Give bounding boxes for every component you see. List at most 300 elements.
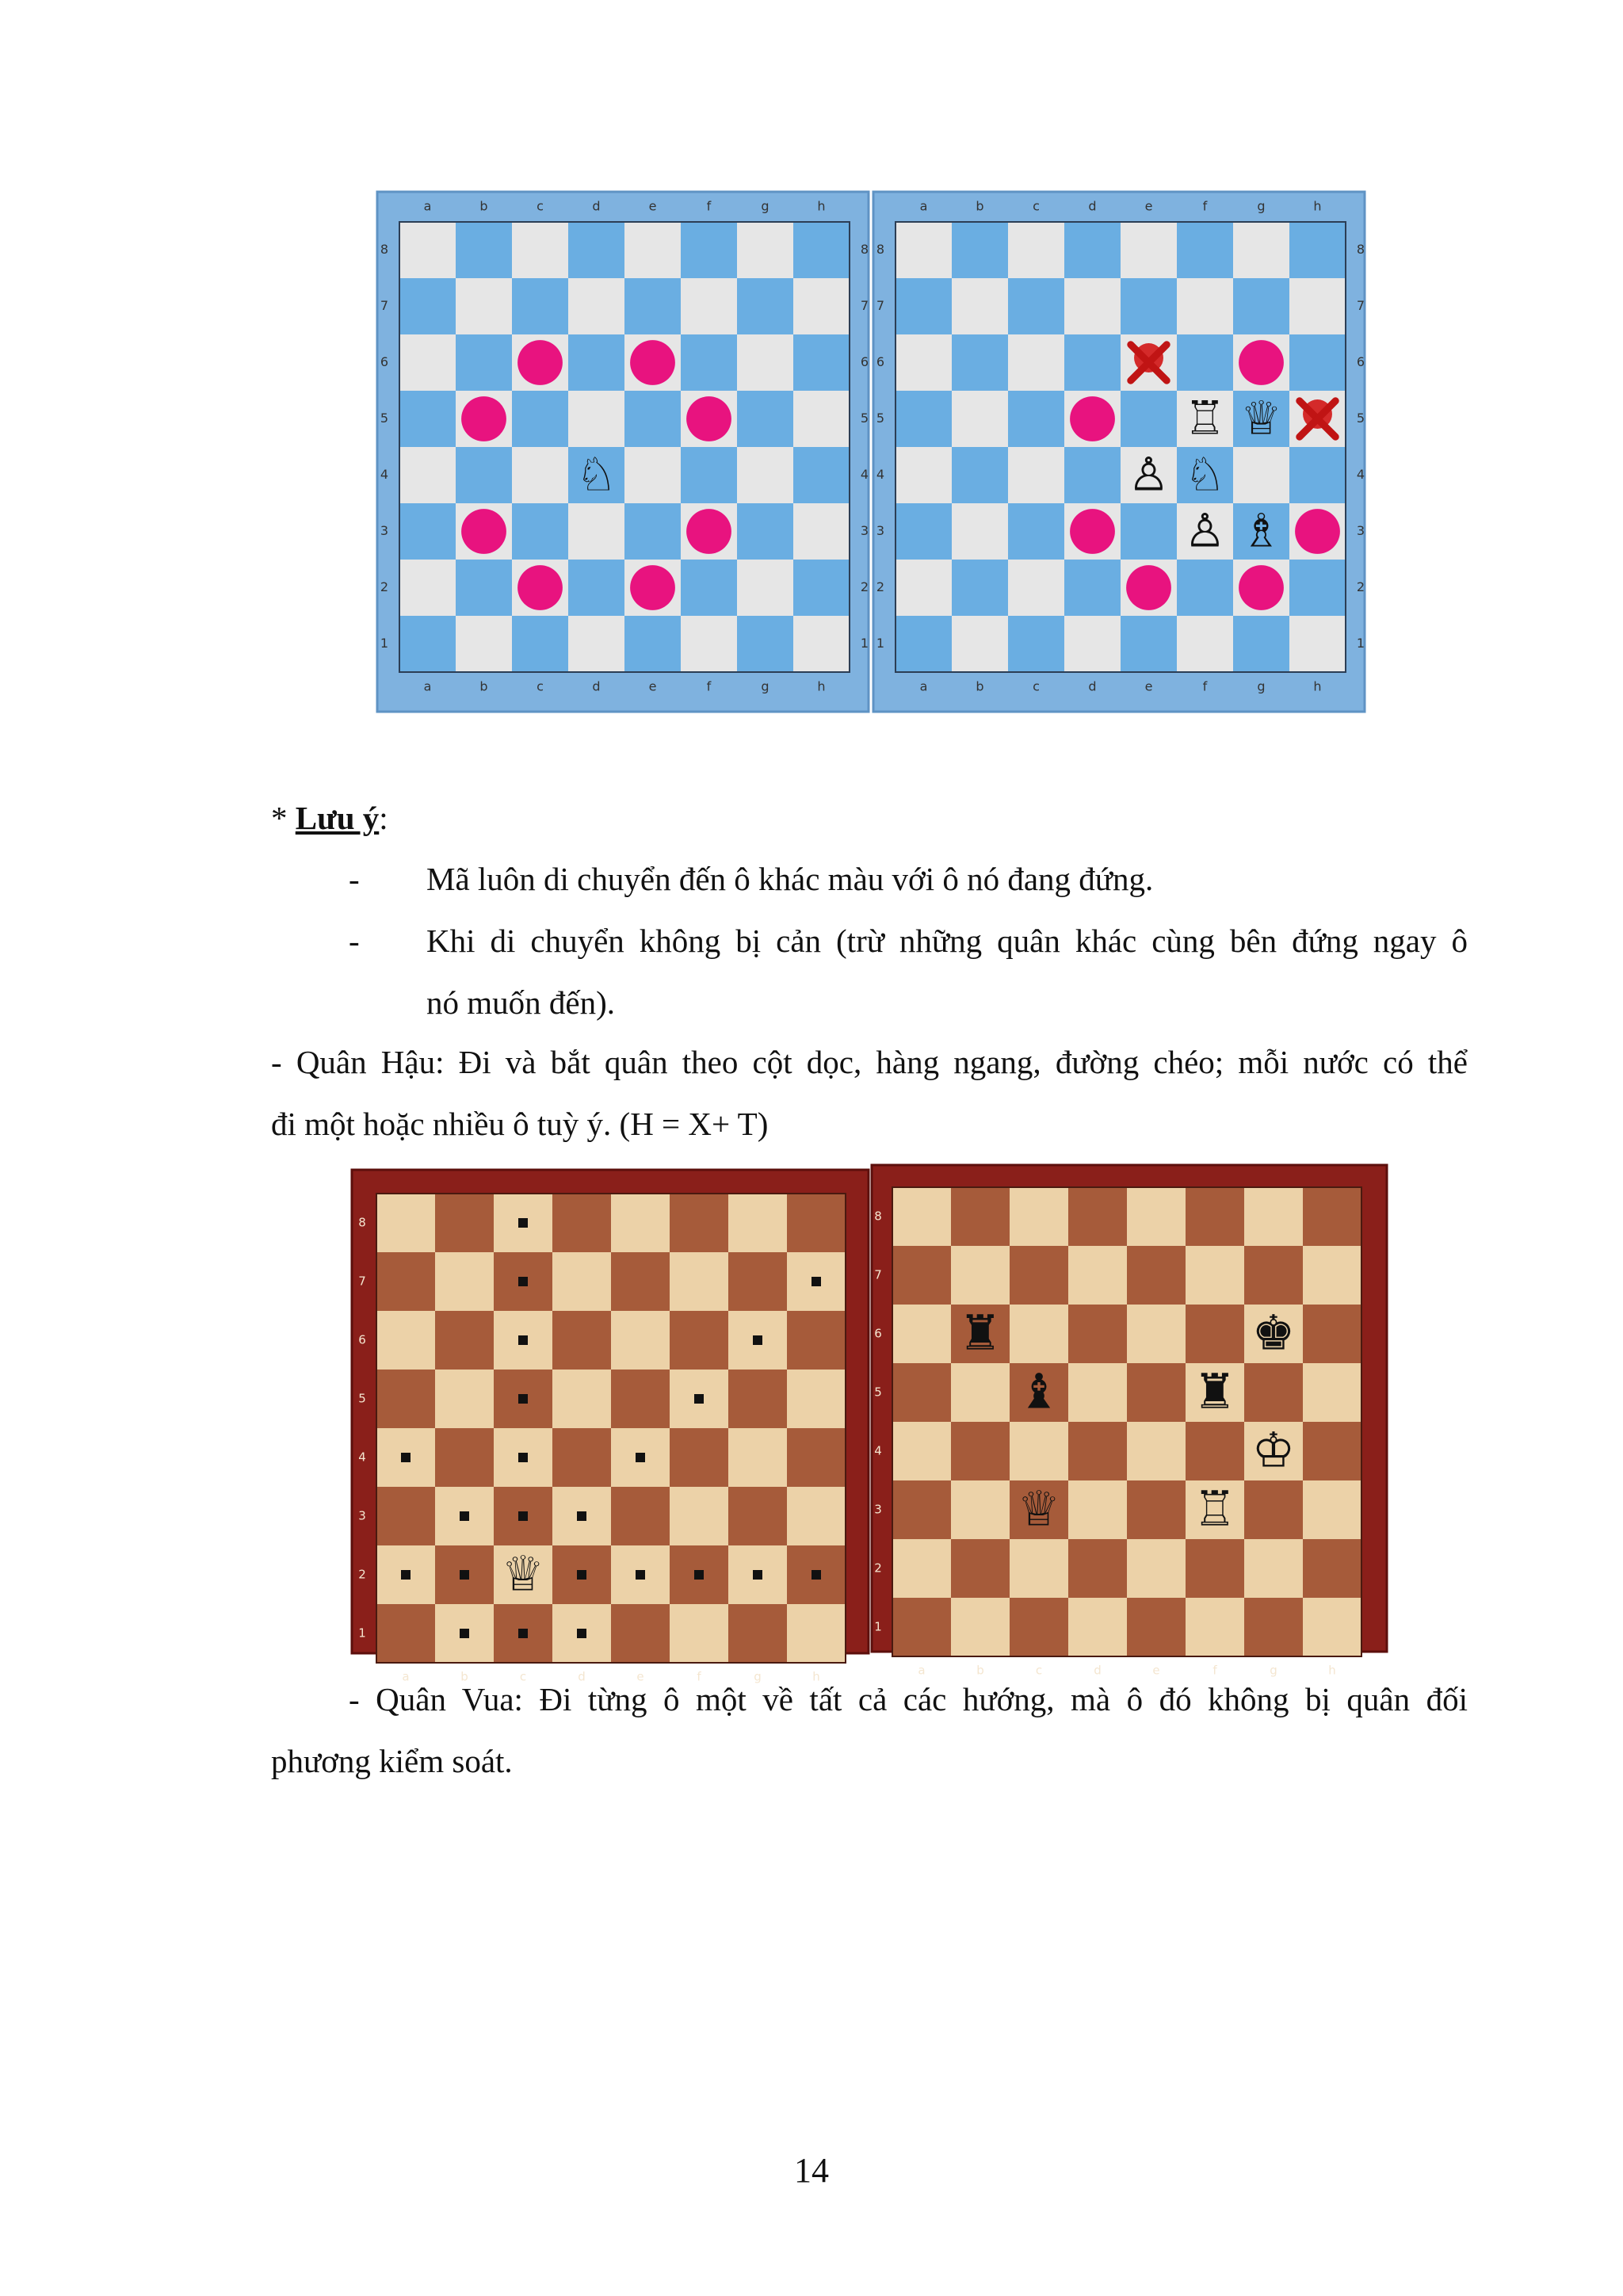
board-square [1068,1363,1127,1422]
board-square [896,447,952,503]
file-label: f [697,1669,701,1684]
black-rook-icon: ♜ [958,1305,1002,1362]
board-square [1177,560,1233,616]
note-prefix: * [271,800,296,836]
board-square [568,222,624,278]
board-square [951,1598,1010,1656]
board-square [793,447,850,503]
board-square [737,334,793,391]
white-pawn-icon: ♙ [1184,503,1226,558]
board-square [728,1370,787,1428]
board-square [1010,1246,1068,1305]
rank-label: 6 [358,1332,366,1347]
note-item1-dash: - [349,861,360,897]
move-dot-h2 [812,1570,821,1580]
note-item2-line1: Khi di chuyển không bị cản (trừ những quân khác cùng bên đứng ngay ô [426,923,1468,959]
board-square [552,1311,611,1370]
rank-label: 5 [876,411,885,426]
board-square [512,447,568,503]
file-label: e [1152,1663,1160,1678]
board-square [1008,278,1064,334]
white-bishop-icon: ♗ [1240,503,1282,558]
rank-label: 7 [1356,298,1365,313]
board-square [1068,1598,1127,1656]
rank-label: 5 [358,1391,366,1406]
file-label: g [1270,1663,1277,1678]
file-label: g [761,198,769,214]
board-square [1177,278,1233,334]
file-label: h [817,678,826,694]
white-queen-icon: ♕ [1017,1481,1061,1538]
board-square [376,1311,435,1370]
board-square [1177,334,1233,391]
file-label: b [976,1663,984,1678]
board-square [1289,278,1346,334]
file-label: a [423,678,432,694]
rank-label: 4 [380,467,389,482]
move-dot-g6 [1239,340,1284,385]
board-square [568,503,624,560]
move-dot-g6 [753,1335,762,1345]
board-square [435,1311,494,1370]
board-square [1303,1363,1361,1422]
board-square [892,1539,951,1598]
board-square [611,1252,670,1311]
white-queen-icon: ♕ [501,1546,545,1603]
rank-label: 2 [358,1567,366,1582]
board-square [1303,1422,1361,1480]
move-dot-f2 [694,1570,704,1580]
move-dot-d3 [577,1511,586,1521]
move-dot-e6 [630,340,675,385]
rank-label: 8 [358,1215,366,1230]
board-square [568,560,624,616]
board-square [896,334,952,391]
board-square [951,1480,1010,1539]
board-square [1233,278,1289,334]
board-square [1010,1305,1068,1363]
rank-label: 1 [380,636,389,651]
board-square [737,616,793,672]
file-label: d [592,678,601,694]
white-king-icon: ♔ [1251,1423,1296,1479]
board-square [1289,447,1346,503]
board-square [376,1487,435,1545]
rank-label: 1 [876,636,885,651]
board-square [728,1604,787,1663]
board-square [435,1194,494,1252]
rank-label: 3 [876,523,885,538]
board-square [512,278,568,334]
board-square [1303,1246,1361,1305]
board-square [376,1252,435,1311]
board-square [1244,1598,1303,1656]
board-square [624,447,681,503]
board-square [892,1363,951,1422]
board-square [681,560,737,616]
board-square [399,391,456,447]
board-square [1068,1539,1127,1598]
rank-label: 3 [860,523,869,538]
board-square [737,222,793,278]
rank-label: 5 [380,411,389,426]
file-label: a [918,1663,926,1678]
file-label: f [1212,1663,1217,1678]
board-square [1127,1305,1186,1363]
board-square [1064,222,1121,278]
board-square [1008,616,1064,672]
file-label: e [1144,198,1153,214]
board-square [1244,1363,1303,1422]
board-square [670,1252,728,1311]
file-label: c [537,678,544,694]
board-square [568,334,624,391]
rank-label: 2 [876,579,885,594]
black-rook-icon: ♜ [1193,1364,1237,1420]
board-square [1289,222,1346,278]
file-label: f [706,198,712,214]
board-square [376,1370,435,1428]
board-square [1303,1305,1361,1363]
rank-label: 8 [860,242,869,257]
note-item2-dash: - [349,923,360,959]
file-label: e [636,1669,644,1684]
move-dot-c5 [518,1394,528,1404]
file-label: c [1033,678,1040,694]
board-square [512,222,568,278]
board-square [681,447,737,503]
board-square [896,503,952,560]
move-dot-b1 [460,1629,469,1638]
move-dot-b2 [460,1570,469,1580]
knight-boards-svg [376,192,1366,712]
board-square [793,503,850,560]
white-rook-icon: ♖ [1193,1481,1237,1538]
file-label: a [919,198,928,214]
board-square [552,1252,611,1311]
board-square [1121,278,1177,334]
queen-desc-line1: - Quân Hậu: Đi và bắt quân theo cột dọc, hàng ngang, đường chéo; mỗi nước có thể [271,1044,1468,1080]
board-square [1289,616,1346,672]
rank-label: 5 [874,1385,882,1400]
board-square [1289,334,1346,391]
move-dot-c7 [518,1277,528,1286]
board-square [1289,560,1346,616]
rank-label: 3 [1356,523,1365,538]
board-square [737,278,793,334]
board-square [611,1311,670,1370]
board-square [611,1604,670,1663]
board-square [892,1305,951,1363]
move-dot-c6 [517,340,563,385]
board-square [670,1487,728,1545]
board-square [1064,278,1121,334]
move-dot-f5 [694,1394,704,1404]
board-square [399,222,456,278]
board-square [892,1422,951,1480]
rank-label: 7 [380,298,389,313]
board-square [793,616,850,672]
file-label: h [817,198,826,214]
white-knight-icon: ♘ [1184,447,1226,502]
file-label: c [537,198,544,214]
rank-label: 5 [1356,411,1365,426]
move-dot-f3 [686,509,731,554]
board-square [793,391,850,447]
note-heading [271,799,388,837]
file-label: d [1094,1663,1102,1678]
file-label: f [1202,678,1208,694]
board-square [1127,1422,1186,1480]
rank-label: 4 [1356,467,1365,482]
board-square [670,1604,728,1663]
board-square [952,278,1008,334]
board-square [456,222,512,278]
move-dot-h7 [812,1277,821,1286]
file-label: f [706,678,712,694]
board-square [1244,1187,1303,1246]
board-square [456,334,512,391]
board-square [1127,1187,1186,1246]
board-square [896,616,952,672]
board-square [1064,334,1121,391]
file-label: d [1088,198,1097,214]
board-square [681,334,737,391]
rank-label: 4 [860,467,869,482]
board-square [952,334,1008,391]
file-label: b [976,678,984,694]
white-queen-icon: ♕ [1240,391,1282,445]
white-rook-icon: ♖ [1184,391,1226,445]
board-square [728,1252,787,1311]
rank-label: 6 [1356,354,1365,369]
move-dot-e2 [1126,565,1171,610]
board-square [728,1428,787,1487]
file-label: h [1313,198,1322,214]
white-knight-icon: ♘ [575,447,617,502]
move-dot-c6 [518,1335,528,1345]
move-dot-d1 [577,1629,586,1638]
board-square [952,222,1008,278]
board-square [435,1370,494,1428]
move-dot-a4 [401,1453,411,1462]
board-square [1121,503,1177,560]
rank-label: 5 [860,411,869,426]
board-square [737,560,793,616]
queen-boards-svg [350,1163,1390,1684]
board-square [624,616,681,672]
move-dot-d3 [1070,509,1115,554]
board-square [552,1428,611,1487]
board-square [896,278,952,334]
board-square [670,1194,728,1252]
board-square [892,1598,951,1656]
move-dot-d2 [577,1570,586,1580]
file-label: a [919,678,928,694]
board-square [1303,1539,1361,1598]
board-square [1008,503,1064,560]
board-square [399,560,456,616]
board-square [1127,1480,1186,1539]
file-label: e [648,198,657,214]
board-square [681,278,737,334]
rank-label: 1 [358,1626,366,1641]
note-item1: Mã luôn di chuyển đến ô khác màu với ô nó đang đứng. [426,861,1154,897]
board-square [1177,616,1233,672]
queen-desc-line2: đi một hoặc nhiều ô tuỳ ý. (H = X+ T) [271,1106,769,1142]
move-dot-c4 [518,1453,528,1462]
page-number: 14 [794,2151,829,2190]
board-square [624,278,681,334]
board-square [1121,222,1177,278]
board-square [951,1246,1010,1305]
rank-label: 8 [1356,242,1365,257]
file-label: h [1328,1663,1336,1678]
board-square [1008,334,1064,391]
board-square [624,391,681,447]
move-dot-c3 [518,1511,528,1521]
board-square [952,616,1008,672]
rank-label: 2 [1356,579,1365,594]
rank-label: 1 [1356,636,1365,651]
rank-label: 8 [876,242,885,257]
rank-label: 4 [874,1443,882,1458]
file-label: c [1035,1663,1043,1678]
file-label: f [1202,198,1208,214]
file-label: c [519,1669,527,1684]
board-square [787,1487,846,1545]
file-label: h [812,1669,820,1684]
board-square [787,1370,846,1428]
rank-label: 8 [380,242,389,257]
board-square [1186,1422,1244,1480]
queen-board-right [872,1165,1387,1678]
queen-board-left [352,1170,869,1684]
board-square [892,1480,951,1539]
board-square [787,1428,846,1487]
board-square [512,616,568,672]
board-square [952,560,1008,616]
file-label: e [648,678,657,694]
rank-label: 2 [874,1561,882,1576]
board-square [1008,447,1064,503]
board-square [456,447,512,503]
rank-label: 7 [874,1267,882,1282]
board-square [793,334,850,391]
file-label: b [479,198,488,214]
note-item2-line2: nó muốn đến). [426,984,615,1021]
rank-label: 4 [358,1450,366,1465]
board-square [793,278,850,334]
board-square [1010,1539,1068,1598]
file-label: e [1144,678,1153,694]
board-square [399,334,456,391]
file-label: g [1257,198,1266,214]
board-square [892,1246,951,1305]
board-square [728,1194,787,1252]
rank-label: 3 [874,1502,882,1517]
board-square [787,1311,846,1370]
knight-moves-figure [376,192,1366,712]
move-dot-e2 [636,1570,645,1580]
move-dot-b5 [461,396,506,441]
file-label: g [1257,678,1266,694]
board-square [1064,447,1121,503]
move-dot-h3 [1295,509,1340,554]
board-square [1068,1246,1127,1305]
board-square [1010,1422,1068,1480]
board-square [568,616,624,672]
move-dot-a2 [401,1570,411,1580]
rank-label: 6 [874,1326,882,1341]
note-label: Lưu ý [295,800,380,836]
black-bishop-icon: ♝ [1017,1364,1061,1420]
board-square [1127,1246,1186,1305]
file-label: b [976,198,984,214]
board-square [1233,447,1289,503]
king-desc-line1: - Quân Vua: Đi từng ô một về tất cả các hướng, mà ô đó không bị quân đối [349,1681,1468,1717]
board-square [1303,1187,1361,1246]
board-square [951,1539,1010,1598]
rank-label: 8 [874,1209,882,1224]
white-pawn-icon: ♙ [1128,447,1170,502]
board-square [670,1311,728,1370]
king-desc-line2: phương kiểm soát. [271,1743,513,1779]
board-square [1233,222,1289,278]
rank-label: 1 [874,1619,882,1634]
board-square [376,1604,435,1663]
knight-board-right [873,192,1365,712]
file-label: b [479,678,488,694]
file-label: g [754,1669,762,1684]
board-square [1068,1480,1127,1539]
file-label: d [592,198,601,214]
board-square [787,1604,846,1663]
board-square [611,1194,670,1252]
rank-label: 3 [380,523,389,538]
board-square [552,1370,611,1428]
board-square [952,391,1008,447]
black-king-icon: ♚ [1251,1305,1296,1362]
board-square [1303,1480,1361,1539]
rank-label: 2 [860,579,869,594]
board-square [399,447,456,503]
board-square [512,503,568,560]
board-square [1064,560,1121,616]
board-square [1244,1246,1303,1305]
board-square [435,1428,494,1487]
move-dot-e4 [636,1453,645,1462]
board-square [896,222,952,278]
rank-label: 7 [860,298,869,313]
board-square [1068,1187,1127,1246]
board-square [1186,1598,1244,1656]
board-square [896,560,952,616]
file-label: g [761,678,769,694]
board-square [896,391,952,447]
board-square [952,503,1008,560]
board-square [681,222,737,278]
rank-label: 6 [380,354,389,369]
file-label: a [423,198,432,214]
board-square [1186,1539,1244,1598]
board-square [787,1194,846,1252]
rank-label: 3 [358,1508,366,1523]
board-square [1186,1305,1244,1363]
board-square [1233,616,1289,672]
rank-label: 6 [876,354,885,369]
move-dot-c8 [518,1218,528,1228]
